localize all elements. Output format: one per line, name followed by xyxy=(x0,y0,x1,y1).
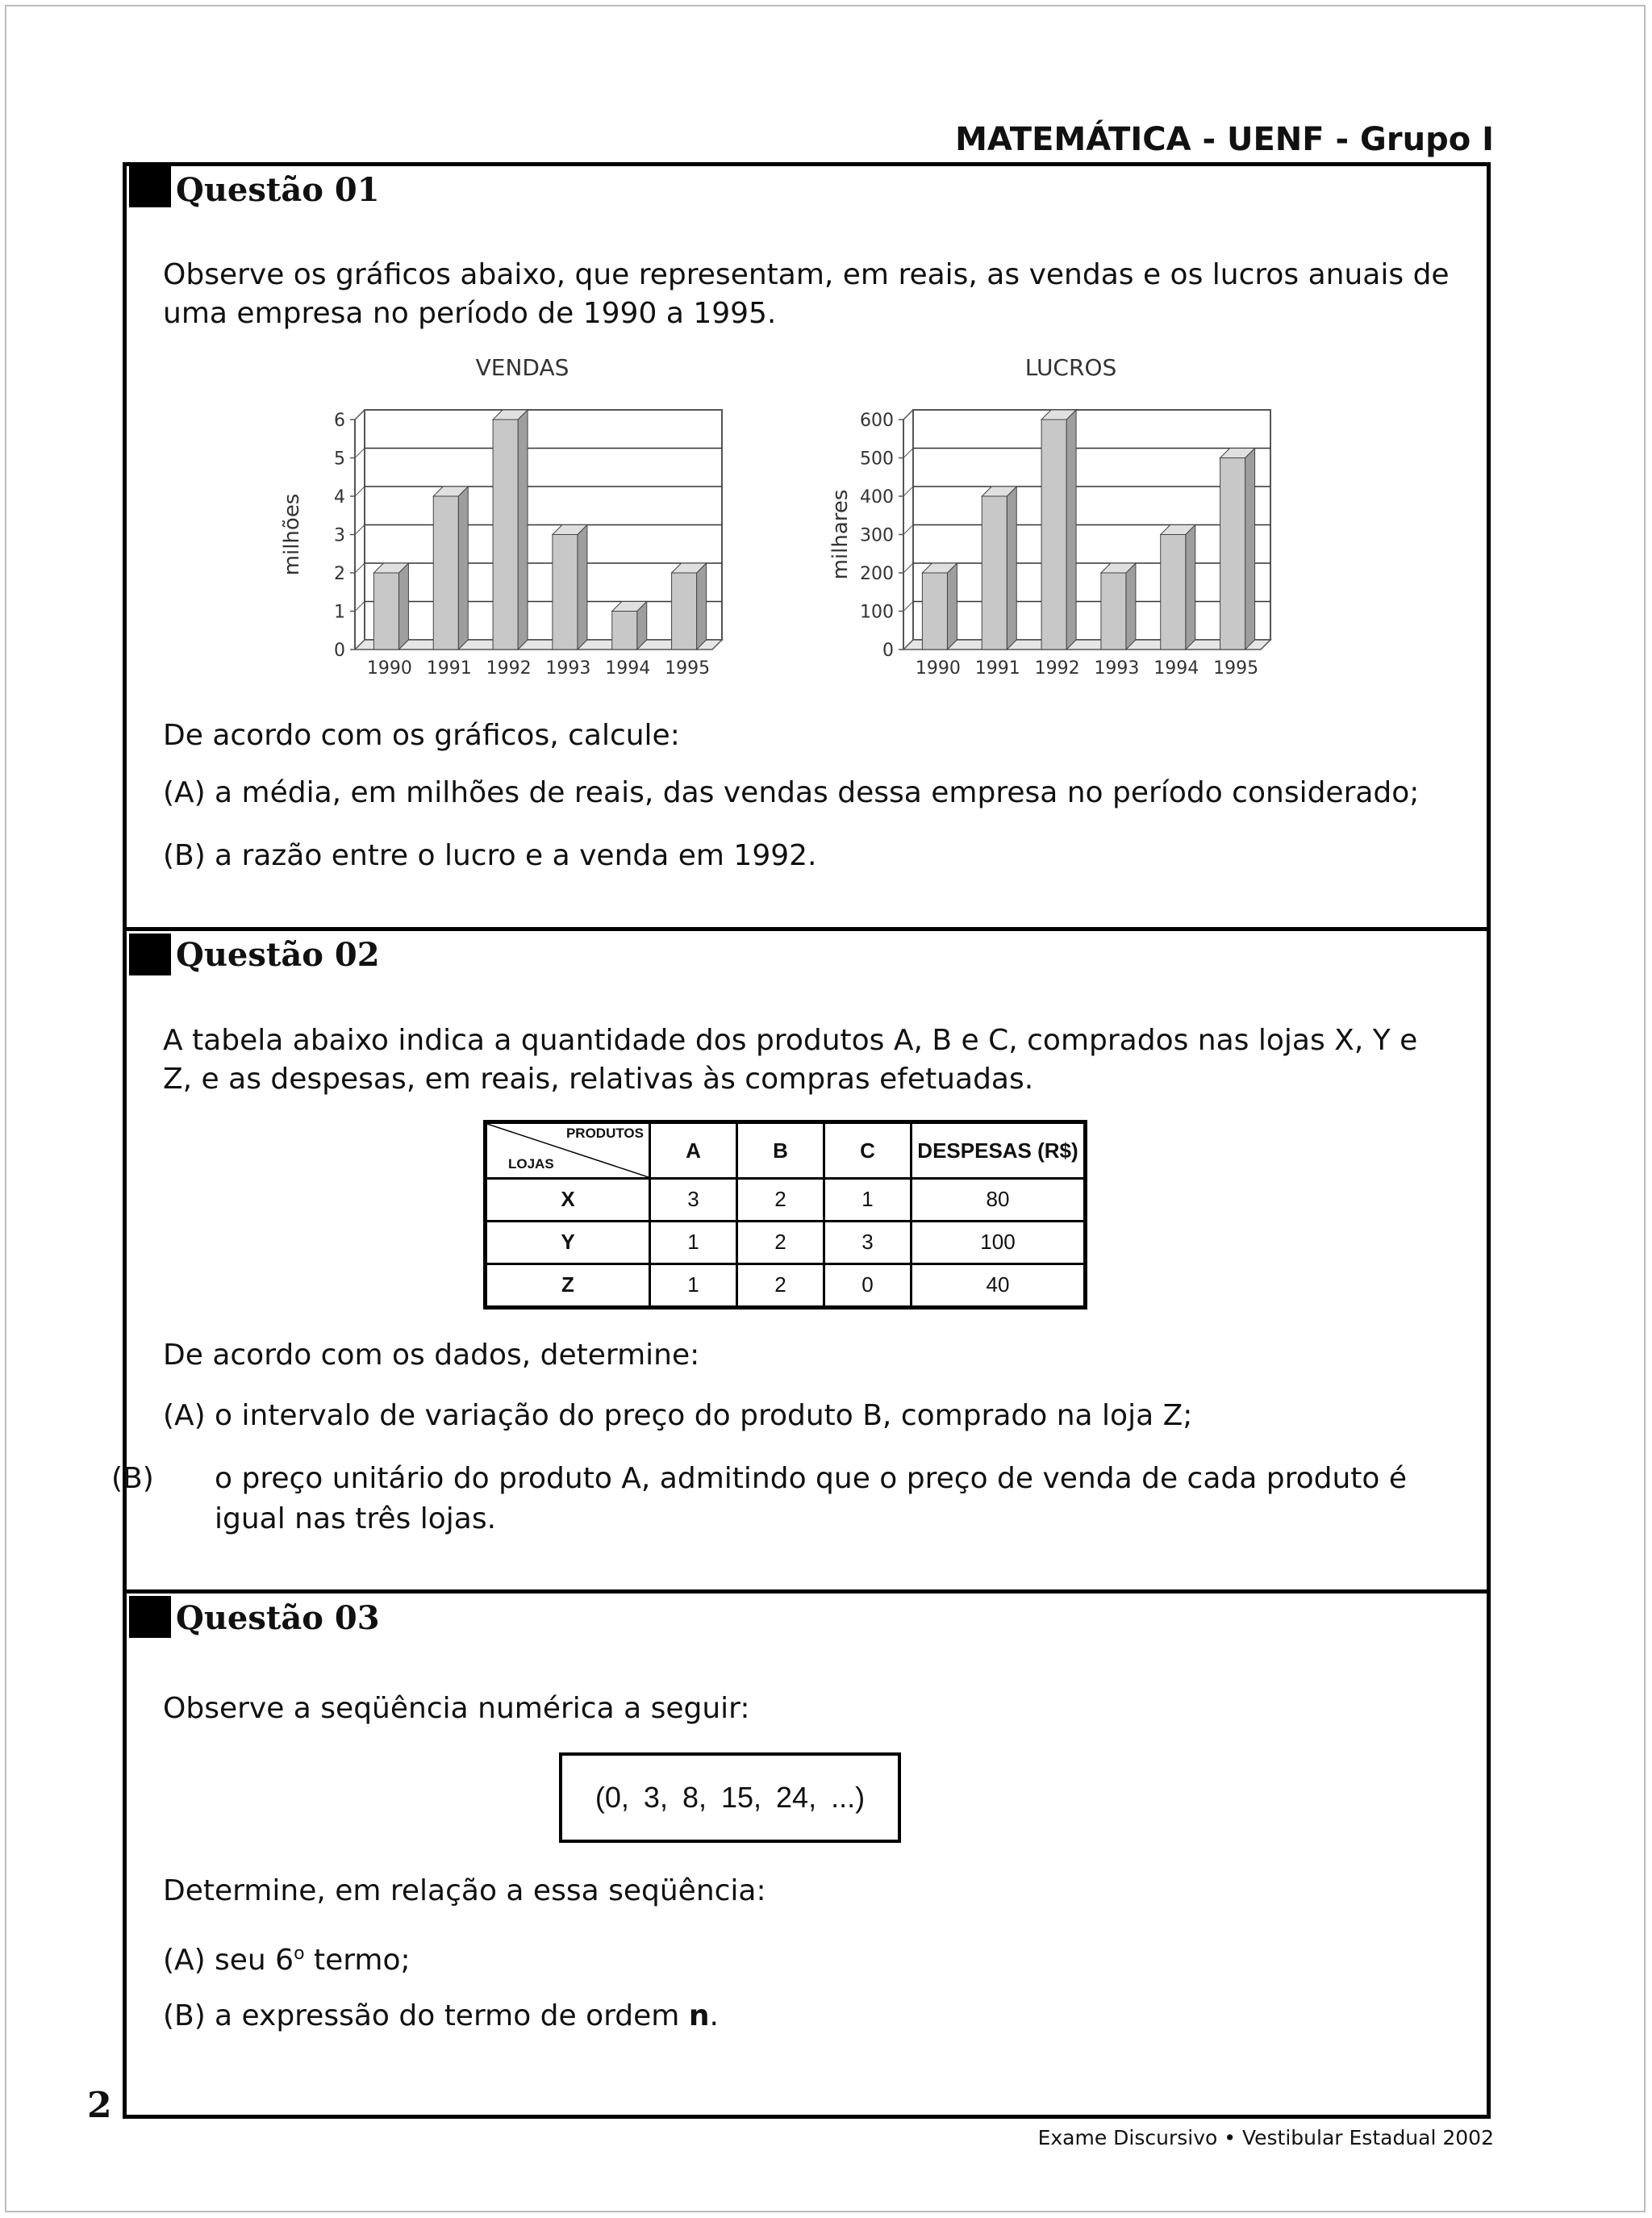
row-store: Y xyxy=(486,1221,650,1264)
q1-item-a-label: (A) xyxy=(163,776,206,809)
table-corner-cell xyxy=(486,1122,650,1179)
corner-lojas-label: LOJAS xyxy=(508,1156,554,1172)
q3-item-b xyxy=(163,1996,1454,2036)
corner-produtos-label: PRODUTOS xyxy=(565,1126,644,1141)
q1-item-a-text: a média, em milhões de reais, das vendas dessa empresa no período considerado; xyxy=(215,776,1420,809)
divider-q3 xyxy=(123,1589,1491,1594)
cell-b: 2 xyxy=(737,1221,824,1264)
lucros-x-tick-label: 1994 xyxy=(1153,658,1199,679)
q2-item-b-label: (B) xyxy=(111,1462,154,1495)
q1-item-a xyxy=(163,773,1454,813)
lucros-svg xyxy=(823,347,1274,694)
vendas-x-tick-label: 1990 xyxy=(366,658,412,679)
footer-text: Exame Discursivo • Vestibular Estadual 2002 xyxy=(1037,2126,1494,2149)
vendas-bar-1993 xyxy=(553,535,578,650)
q2-item-b-text: o preço unitário do produto A, admitindo que o preço de venda de cada produto é igual nas três lojas. xyxy=(215,1462,1408,1535)
vendas-y-axis-label: milhões xyxy=(280,493,304,576)
lucros-x-tick-label: 1990 xyxy=(915,658,961,679)
cell-a: 1 xyxy=(650,1264,737,1307)
q1-item-b xyxy=(163,836,1454,876)
q3-item-b-pre: a expressão do termo de ordem xyxy=(215,1999,689,2032)
cell-a: 3 xyxy=(650,1179,737,1222)
q1-prompt: De acordo com os gráficos, calcule: xyxy=(163,719,680,752)
q2-marker xyxy=(129,934,171,975)
q1-title: Questão 01 xyxy=(176,171,380,209)
exam-header-title: MATEMÁTICA - UENF - Grupo I xyxy=(955,121,1494,158)
q2-item-a-label: (A) xyxy=(163,1399,206,1432)
lucros-y-tick-label: 0 xyxy=(882,641,894,661)
vendas-bar-1992 xyxy=(493,420,518,650)
q3-marker xyxy=(129,1596,171,1638)
lucros-gridline-side xyxy=(903,525,913,535)
lucros-x-tick-label: 1993 xyxy=(1094,658,1140,679)
cell-c: 1 xyxy=(824,1179,912,1222)
lucros-chart-title: LUCROS xyxy=(1024,354,1117,381)
vendas-x-tick-label: 1992 xyxy=(486,658,532,679)
lucros-axis-depth xyxy=(903,410,913,420)
vendas-x-tick-label: 1995 xyxy=(665,658,711,679)
q3-item-a-label: (A) xyxy=(163,1944,206,1977)
q2-prompt: De acordo com os dados, determine: xyxy=(163,1339,700,1372)
vendas-gridline-side xyxy=(355,525,365,535)
cell-c: 0 xyxy=(824,1264,912,1307)
vendas-bar-side xyxy=(458,487,468,650)
lucros-bar-side xyxy=(1007,487,1016,650)
q3-item-b-n: n xyxy=(688,1999,710,2032)
lucros-bar-side xyxy=(1245,449,1255,650)
q3-item-a-pre: seu 6 xyxy=(215,1944,294,1977)
lucros-y-tick-label: 100 xyxy=(860,602,894,623)
page-number: 2 xyxy=(87,2085,112,2126)
lucros-gridline-side xyxy=(903,563,913,573)
q3-item-a-ordinal: o xyxy=(294,1944,305,1964)
vendas-y-tick-label: 0 xyxy=(334,641,345,661)
vendas-x-tick-label: 1994 xyxy=(605,658,651,679)
q2-item-b xyxy=(111,1459,1454,1539)
lucros-x-tick-label: 1992 xyxy=(1034,658,1080,679)
col-header-c: C xyxy=(824,1122,912,1179)
vendas-bar-1990 xyxy=(373,573,398,650)
vendas-y-tick-label: 6 xyxy=(334,411,345,431)
lucros-floor xyxy=(903,640,1270,650)
vendas-bar-1995 xyxy=(672,573,697,650)
q1-intro: Observe os gráficos abaixo, que representam, em reais, as vendas e os lucros anuais de uma empresa no período de 1990 a 1995. xyxy=(163,258,1450,330)
vendas-bar-side xyxy=(578,525,587,650)
lucros-y-tick-label: 500 xyxy=(860,449,894,470)
row-store: X xyxy=(486,1179,650,1222)
cell-c: 3 xyxy=(824,1221,912,1264)
vendas-y-tick-label: 3 xyxy=(334,525,345,546)
table-header-row xyxy=(486,1122,1086,1179)
purchases-table xyxy=(483,1120,1087,1309)
lucros-bar-1994 xyxy=(1161,535,1186,650)
chart-lucros xyxy=(823,347,1274,694)
q3-title: Questão 03 xyxy=(176,1599,380,1637)
vendas-y-tick-label: 4 xyxy=(334,487,345,508)
cell-b: 2 xyxy=(737,1264,824,1307)
q3-prompt: Determine, em relação a essa seqüência: xyxy=(163,1874,766,1907)
lucros-bar-1991 xyxy=(982,496,1007,650)
q3-item-a-post: termo; xyxy=(304,1944,411,1977)
q2-title: Questão 02 xyxy=(176,936,380,974)
lucros-gridline-side xyxy=(903,449,913,458)
lucros-gridline-side xyxy=(903,487,913,496)
vendas-axis-depth xyxy=(355,410,365,420)
q3-intro: Observe a seqüência numérica a seguir: xyxy=(163,1692,750,1725)
col-header-b: B xyxy=(737,1122,824,1179)
lucros-x-tick-label: 1991 xyxy=(974,658,1020,679)
col-header-a: A xyxy=(650,1122,737,1179)
q3-item-a xyxy=(163,1934,1454,1981)
table-row xyxy=(486,1264,1086,1307)
lucros-gridline-side xyxy=(903,602,913,612)
table-row xyxy=(486,1179,1086,1222)
cell-despesas: 100 xyxy=(912,1221,1086,1264)
vendas-gridline-side xyxy=(355,487,365,496)
lucros-bar-1990 xyxy=(922,573,947,650)
vendas-gridline-side xyxy=(355,449,365,458)
row-store: Z xyxy=(486,1264,650,1307)
vendas-chart-title: VENDAS xyxy=(475,354,569,381)
cell-despesas: 80 xyxy=(912,1179,1086,1222)
lucros-y-tick-label: 400 xyxy=(860,487,894,508)
q3-item-b-label: (B) xyxy=(163,1999,206,2032)
q2-intro: A tabela abaixo indica a quantidade dos produtos A, B e C, comprados nas lojas X, Y e Z, e as despesas, em reais, relativas às compras efetuadas. xyxy=(163,1024,1418,1096)
vendas-bar-side xyxy=(518,410,528,650)
lucros-y-tick-label: 200 xyxy=(860,564,894,584)
lucros-y-tick-label: 300 xyxy=(860,525,894,546)
cell-a: 1 xyxy=(650,1221,737,1264)
lucros-bar-1993 xyxy=(1101,573,1126,650)
q1-item-b-text: a razão entre o lucro e a venda em 1992. xyxy=(215,839,817,872)
vendas-x-tick-label: 1993 xyxy=(545,658,591,679)
cell-despesas: 40 xyxy=(912,1264,1086,1307)
q3-item-b-post: . xyxy=(709,1999,719,2032)
divider-q2 xyxy=(123,927,1491,931)
q2-item-a-text: o intervalo de variação do preço do produto B, comprado na loja Z; xyxy=(215,1399,1193,1432)
q2-item-a xyxy=(163,1396,1454,1436)
vendas-y-tick-label: 1 xyxy=(334,602,345,623)
vendas-y-tick-label: 2 xyxy=(334,564,345,584)
cell-b: 2 xyxy=(737,1179,824,1222)
sequence-box: (0, 3, 8, 15, 24, ...) xyxy=(559,1752,901,1843)
lucros-bar-1995 xyxy=(1220,458,1245,650)
lucros-bar-side xyxy=(1126,563,1136,650)
lucros-y-axis-label: milhares xyxy=(828,489,853,580)
table-row xyxy=(486,1221,1086,1264)
vendas-bar-side xyxy=(398,563,408,650)
lucros-bar-side xyxy=(1186,525,1195,650)
vendas-bar-side xyxy=(697,563,707,650)
lucros-bar-1992 xyxy=(1041,420,1066,650)
q1-item-b-label: (B) xyxy=(163,839,206,872)
vendas-gridline-side xyxy=(355,563,365,573)
vendas-svg xyxy=(274,347,726,694)
col-header-despesas: DESPESAS (R$) xyxy=(912,1122,1086,1179)
chart-vendas xyxy=(274,347,726,694)
vendas-bar-1991 xyxy=(433,496,458,650)
vendas-bar-1994 xyxy=(612,612,637,650)
vendas-gridline-side xyxy=(355,602,365,612)
q1-marker xyxy=(129,165,171,207)
vendas-floor xyxy=(355,640,722,650)
vendas-y-tick-label: 5 xyxy=(334,449,345,470)
lucros-x-tick-label: 1995 xyxy=(1213,658,1259,679)
lucros-y-tick-label: 600 xyxy=(860,411,894,431)
lucros-bar-side xyxy=(947,563,957,650)
vendas-x-tick-label: 1991 xyxy=(426,658,472,679)
lucros-bar-side xyxy=(1066,410,1076,650)
